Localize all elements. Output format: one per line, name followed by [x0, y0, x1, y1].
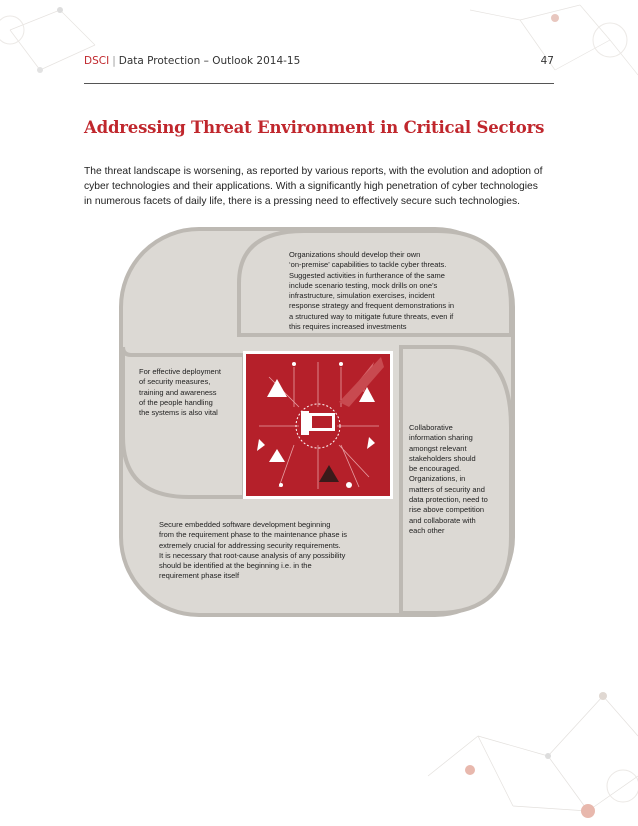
text-line: ‘on-premise’ capabilities to tackle cyber threats.	[289, 260, 447, 270]
text-line: data protection, need to	[409, 495, 488, 505]
text-line: of the people handling	[139, 397, 213, 407]
text-line: training and awareness	[139, 387, 217, 397]
text-line: matters of security and	[409, 484, 485, 494]
brand-label: DSCI	[84, 55, 110, 67]
secure-development-text	[159, 520, 347, 582]
collaborative-sharing-text	[409, 423, 488, 536]
text-line: Suggested activities in furtherance of the same	[289, 270, 445, 280]
text-line: requirement phase itself	[159, 571, 240, 581]
text-line: and collaborate with	[409, 515, 476, 525]
text-line: stakeholders should	[409, 453, 476, 463]
text-line: extremely crucial for addressing security requirements.	[159, 540, 341, 550]
network-decoration-bottom	[418, 676, 638, 826]
text-line: Collaborative	[409, 423, 453, 432]
text-line: Secure embedded software development beginning	[159, 520, 331, 529]
text-line: of security measures,	[139, 377, 211, 387]
intro-line: in numerous facets of daily life, there is a pressing need to effectively secure such technologies.	[84, 196, 520, 207]
cyber-threat-illustration	[243, 351, 393, 499]
page-number: 47	[540, 55, 554, 67]
threat-diagram	[119, 227, 515, 617]
header-separator: |	[112, 55, 116, 67]
header-rule	[84, 83, 554, 84]
text-line: a structured way to mitigate future threats, even if	[289, 311, 454, 321]
text-line: the systems is also vital	[139, 408, 218, 418]
text-line: should be identified at the beginning i.e. in the	[159, 561, 312, 571]
text-line: response strategy and frequent demonstrations in	[289, 301, 455, 311]
text-line: It is necessary that root-cause analysis of any possibility	[159, 550, 346, 560]
text-line: Organizations, in	[409, 474, 466, 484]
text-line: this requires increased investments	[289, 322, 407, 332]
text-line: infrastructure, simulation exercises, incident	[289, 291, 435, 301]
publication-title: Data Protection – Outlook 2014-15	[118, 55, 301, 67]
page-title: Addressing Threat Environment in Critical Sectors	[84, 118, 545, 137]
page-header	[84, 55, 554, 67]
intro-paragraph	[84, 164, 556, 209]
text-line: include scenario testing, mock drills on one’s	[289, 280, 438, 290]
text-line: information sharing	[409, 433, 473, 443]
training-awareness-text	[139, 367, 221, 418]
text-line: For effective deployment	[139, 367, 221, 376]
text-line: from the requirement phase to the maintenance phase is	[159, 530, 348, 540]
text-line: each other	[409, 525, 445, 535]
intro-line: The threat landscape is worsening, as reported by various reports, with the evolution and adoption of	[84, 166, 543, 177]
ondemand-capabilities-text	[289, 250, 454, 332]
text-line: Organizations should develop their own	[289, 250, 421, 259]
text-line: be encouraged.	[409, 464, 462, 474]
intro-line: cyber technologies and their applications. With a significantly high penetration of cyber technologies	[84, 181, 538, 192]
text-line: rise above competition	[409, 505, 485, 515]
text-line: amongst relevant	[409, 443, 467, 453]
